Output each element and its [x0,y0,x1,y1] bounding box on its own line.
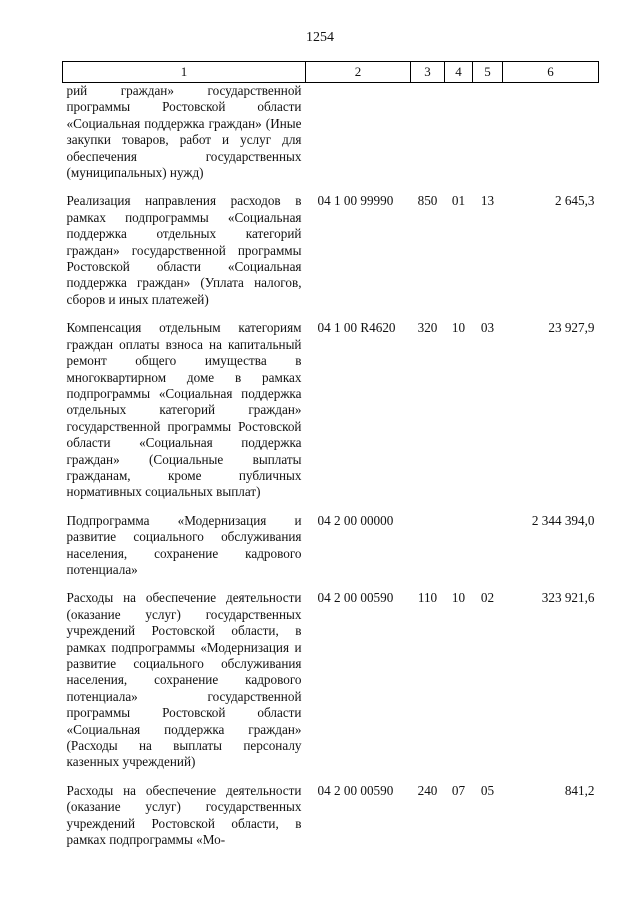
column-header-2: 2 [306,62,411,83]
row-amount: 23 927,9 [548,320,595,336]
row-code [306,83,411,194]
row-code: 04 2 00 00590 [317,782,394,798]
table-row [63,783,599,861]
budget-table [62,61,599,860]
column-header-4: 4 [445,62,473,83]
row-col3: 850 [417,193,438,209]
row-description: рий граждан» государственной программы Ростовской области «Социальная поддержка граждан» (Иные закупки товаров, работ и услуг для обеспечения государственных (муниципальных) нужд) [66,83,302,181]
row-col5: 05 [480,782,495,798]
row-code: 04 2 00 00000 [317,512,394,528]
row-amount [503,83,599,194]
row-amount: 2 344 394,0 [531,512,595,528]
row-col5 [473,83,503,194]
page-number: 1254 [306,30,334,45]
row-col4 [445,513,473,591]
row-col4: 01 [451,193,466,209]
row-col4: 07 [451,782,466,798]
row-amount: 841,2 [564,782,595,798]
row-col3: 320 [417,320,438,336]
row-description: Расходы на обеспечение деятельности (оказание услуг) государственных учреждений Ростовской области, в рамках подпрограммы «Модернизация и развитие социального обслуживания населения, сохранение кадрового потенциала» государственной программы Ростовской области «Социальная поддержка граждан» (Расходы на выплаты персоналу казенных учреждений) [66,590,302,770]
table-header-row [63,62,599,83]
row-col4 [445,83,473,194]
column-header-1: 1 [63,62,306,83]
row-col3 [411,83,445,194]
row-description: Реализация направления расходов в рамках подпрограммы «Социальная поддержка отдельных категорий граждан» государственной программы Ростовской области «Социальная поддержка граждан» (Уплата налогов, сборов и иных платежей) [66,193,302,307]
row-col3: 240 [417,782,438,798]
row-col5: 02 [480,590,495,606]
column-header-6: 6 [503,62,599,83]
row-col5: 13 [480,193,495,209]
row-amount: 2 645,3 [554,193,595,209]
table-row [63,83,599,194]
row-description: Расходы на обеспечение деятельности (оказание услуг) государственных учреждений Ростовской области, в рамках подпрограммы «Мо- [66,782,302,848]
row-col3: 110 [417,590,438,606]
column-header-3: 3 [411,62,445,83]
table-row [63,320,599,512]
column-header-5: 5 [473,62,503,83]
row-col5 [473,513,503,591]
row-col4: 10 [451,590,466,606]
row-description: Компенсация отдельным категориям граждан оплаты взноса на капитальный ремонт общего имущества в многоквартирном доме в рамках подпрограммы «Социальная поддержка отдельных категорий граждан» государственной программы Ростовской области «Социальная поддержка граждан» (Социальные выплаты гражданам, кроме публичных нормативных социальных выплат) [66,320,302,500]
table-row [63,193,599,320]
row-description: Подпрограмма «Модернизация и развитие социального обслуживания населения, сохранение кадрового потенциала» [66,512,302,577]
row-col4: 10 [451,320,466,336]
row-col5: 03 [480,320,495,336]
row-code: 04 1 00 R4620 [317,320,396,336]
row-code: 04 2 00 00590 [317,590,394,606]
table-row [63,590,599,782]
row-amount: 323 921,6 [541,590,595,606]
table-row [63,513,599,591]
row-col3 [411,513,445,591]
row-code: 04 1 00 99990 [317,193,394,209]
